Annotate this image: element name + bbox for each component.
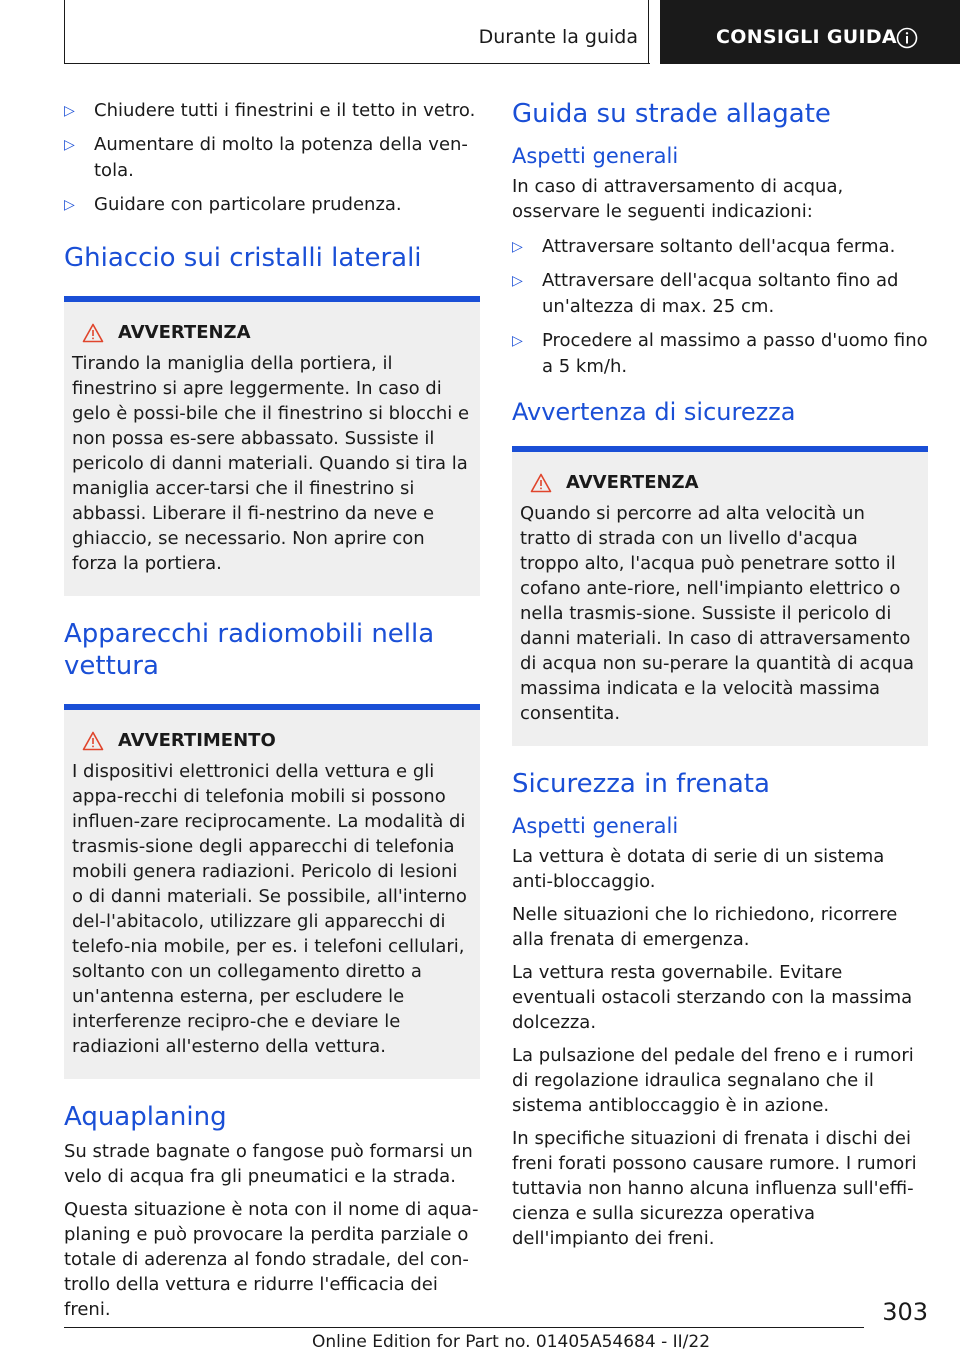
warning-box-ghiaccio (64, 296, 480, 596)
list-item: ▷ Chiudere tutti i finestrini e il tetto in vetro. (64, 98, 480, 124)
warning-triangle-icon (82, 323, 104, 343)
list-item: ▷ Aumentare di molto la potenza della ven-tola. (64, 132, 480, 184)
header-section-title: Durante la guida (478, 26, 638, 48)
warning-triangle-icon (82, 731, 104, 751)
header-bottom-rule (64, 63, 650, 64)
section-title-radiomobili: Apparecchi radiomobili nella vettura (64, 619, 435, 681)
subsection-title: Aspetti generali (512, 814, 679, 838)
section-title-allagate: Guida su strade allagate (512, 99, 831, 129)
info-icon (896, 27, 918, 49)
header-left-rule (64, 0, 65, 64)
warning-box-sicurezza (512, 446, 928, 746)
section-title-frenata: Sicurezza in frenata (512, 769, 770, 799)
bullet-arrow-icon: ▷ (64, 103, 75, 119)
warning-triangle-icon (530, 473, 552, 493)
list-item: ▷ Attraversare dell'acqua soltanto fino ad un'altezza di max. 25 cm. (512, 268, 928, 320)
section-title-sicurezza: Avvertenza di sicurezza (512, 398, 796, 426)
page-number: 303 (882, 1298, 928, 1326)
warning-text: Tirando la maniglia della portiera, il finestrino si apre leggermente. In caso di gelo è possi-bile che il finestrino si blocchi e non possa es-sere abbassato. Sussiste il pericolo di danni materiali. Quando si tira la maniglia accer-tarsi che il finestrino si abbassi. Liberare il fi-nestrino da neve e ghiaccio, se necessario. Non aprire con forza la portiera. (72, 353, 470, 574)
section-title-ghiaccio: Ghiaccio sui cristalli laterali (64, 243, 422, 273)
paragraph: Nelle situazioni che lo richiedono, ricorrere alla frenata di emergenza. (512, 904, 898, 950)
bullet-arrow-icon: ▷ (64, 137, 75, 153)
right-column (512, 98, 928, 1259)
warning-label: AVVERTENZA (566, 472, 699, 493)
paragraph: Su strade bagnate o fangose può formarsi un velo di acqua fra gli pneumatici e la strada. (64, 1141, 473, 1187)
warning-box-radiomobili (64, 704, 480, 1079)
subsection-title: Aspetti generali (512, 144, 679, 168)
warning-label: AVVERTENZA (118, 322, 251, 343)
paragraph: Questa situazione è nota con il nome di aqua-planing e può provocare la perdita parziale o totale di aderenza al fondo stradale, del con-trollo della vettura e ridurre l'efficacia dei freni. (64, 1199, 479, 1320)
header-chapter-label: CONSIGLI GUIDA (716, 26, 897, 48)
left-column (64, 98, 480, 1330)
footer-edition: Online Edition for Part no. 01405A54684 - II/22 (312, 1332, 711, 1352)
paragraph: La vettura resta governabile. Evitare eventuali ostacoli sterzando con la massima dolcezza. (512, 962, 913, 1033)
warning-label: AVVERTIMENTO (118, 730, 276, 751)
warning-text: Quando si percorre ad alta velocità un tratto di strada con un livello d'acqua troppo alto, l'acqua può penetrare sotto il cofano ante-riore, nell'impianto elettrico o nella trasmis-sione. Sussiste il pericolo di danni materiali. In caso di attraversamento di acqua non su-perare la quantità di acqua massima indicata e la velocità massima consentita. (520, 503, 915, 724)
bullet-arrow-icon: ▷ (64, 197, 75, 213)
bullet-arrow-icon: ▷ (512, 333, 523, 349)
paragraph: La pulsazione del pedale del freno e i rumori di regolazione idraulica segnalano che il sistema antibloccaggio è in azione. (512, 1045, 914, 1116)
footer-rule (64, 1327, 864, 1328)
bullet-arrow-icon: ▷ (512, 273, 523, 289)
paragraph: In caso di attraversamento di acqua, osservare le seguenti indicazioni: (512, 176, 844, 222)
header-divider (648, 0, 649, 64)
list-item: ▷ Guidare con particolare prudenza. (64, 192, 480, 218)
intro-bullet-list (64, 98, 480, 218)
section-title-aquaplaning: Aquaplaning (64, 1102, 227, 1132)
warning-text: I dispositivi elettronici della vettura e gli appa-recchi di telefonia mobili si possono influen-zare reciprocamente. La modalità di trasmis-sione degli apparecchi di telefonia mobili genera radiazioni. Pericolo di lesioni o di danni materiali. Se possibile, all'interno del-l'abitacolo, utilizzare gli apparecchi di telefo-nia mobile, per es. i telefoni cellulari, soltanto con un collegamento diretto a un'antenna esterna, per escludere le interferenze recipro-che e deviare le radiazioni all'esterno della vettura. (72, 761, 467, 1057)
bullet-arrow-icon: ▷ (512, 239, 523, 255)
paragraph: In specifiche situazioni di frenata i dischi dei freni forati possono causare rumore. I rumori tuttavia non hanno alcuna influenza sull'effi-cienza e sulla sicurezza operativa dell'impianto dei freni. (512, 1128, 917, 1249)
list-item: ▷ Procedere al massimo a passo d'uomo fino a 5 km/h. (512, 328, 928, 380)
list-item: ▷ Attraversare soltanto dell'acqua ferma. (512, 234, 928, 260)
paragraph: La vettura è dotata di serie di un sistema anti-bloccaggio. (512, 846, 885, 892)
allagate-bullet-list (512, 234, 928, 380)
